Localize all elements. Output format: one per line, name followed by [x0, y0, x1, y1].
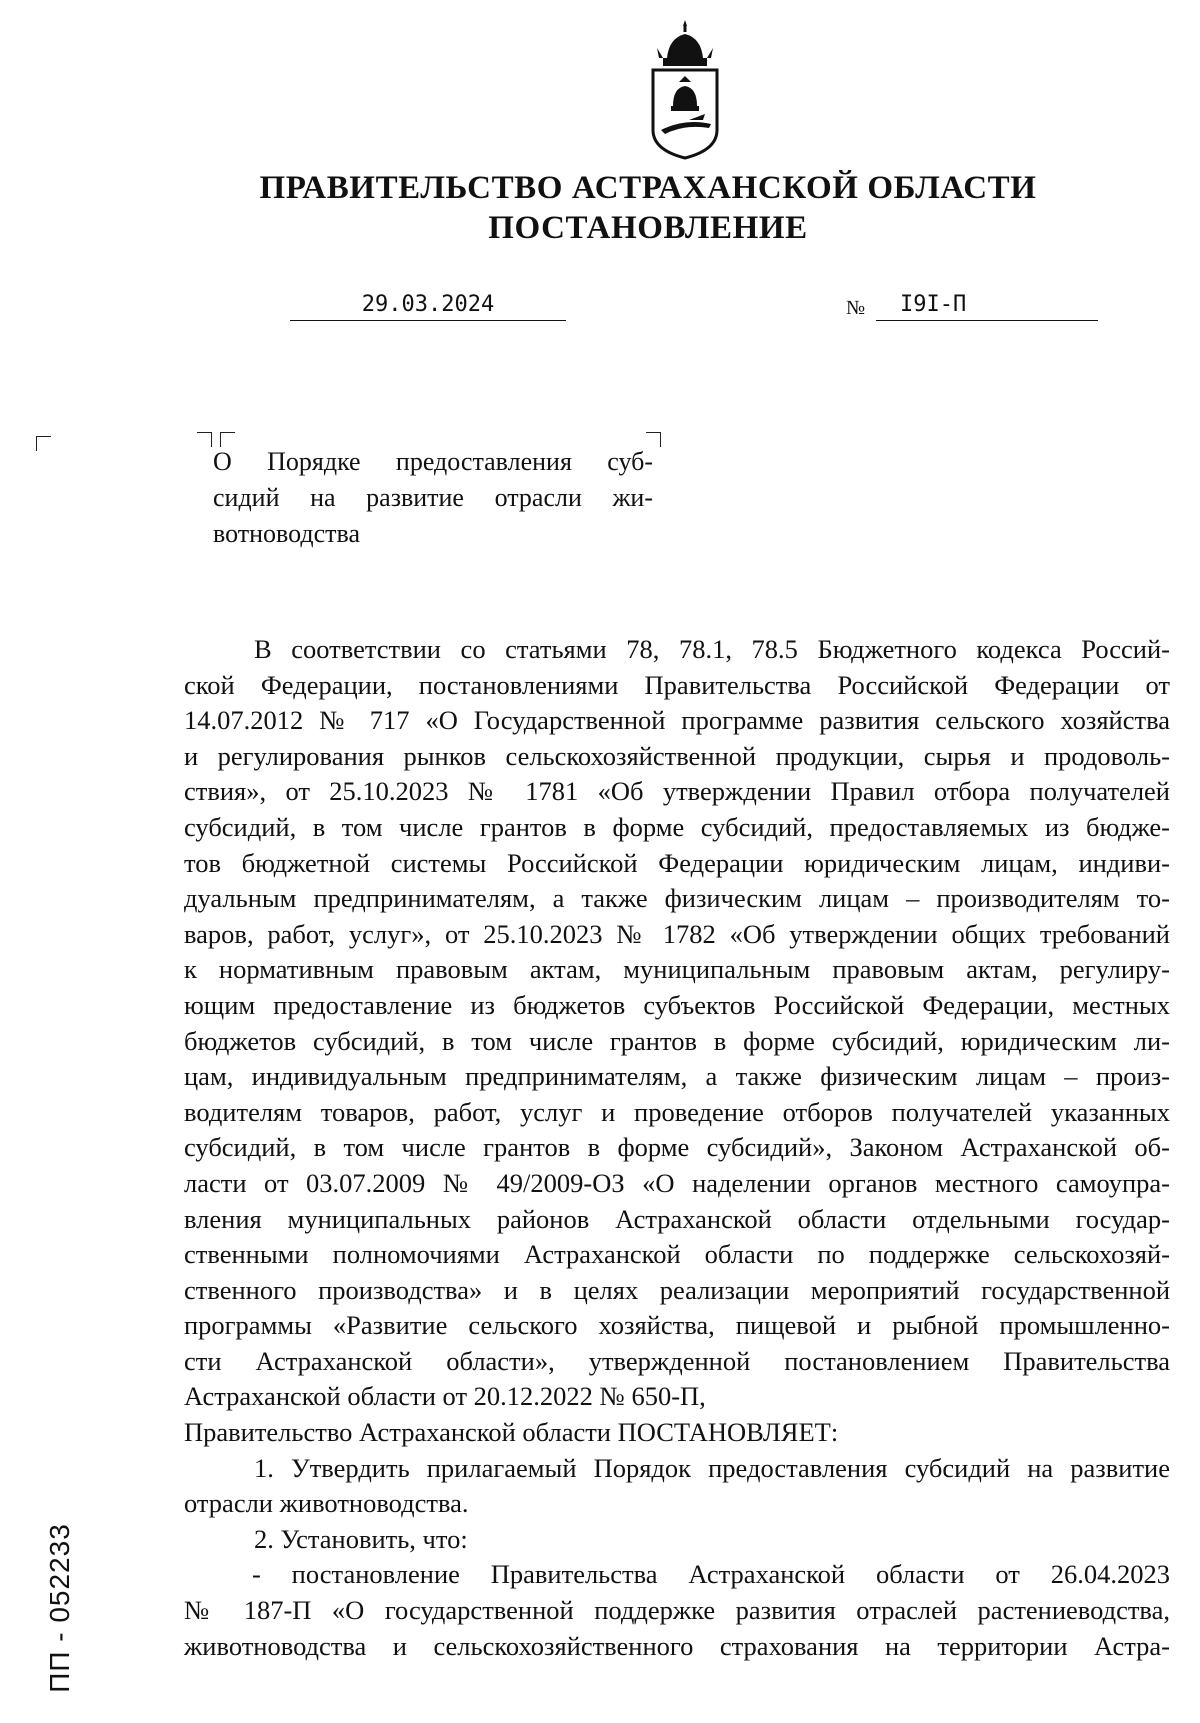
body-line: В соответствии со статьями 78, 78.1, 78.5 Бюджетного кодекса Россий- — [254, 634, 1170, 664]
body-line: ственного производства» и в целях реализации мероприятий государственной — [184, 1274, 1170, 1305]
document-body — [184, 632, 1170, 1664]
body-line: субсидий, в том числе грантов в форме субсидий, предоставляемых из бюдже- — [184, 811, 1170, 842]
body-line: - постановление Правительства Астраханской области от 26.04.2023 — [252, 1559, 1170, 1590]
document-type-title: ПОСТАНОВЛЕНИЕ — [488, 210, 808, 246]
coat-of-arms-emblem — [645, 18, 725, 160]
body-line: к нормативным правовым актам, муниципальным правовым актам, регулиру- — [184, 954, 1170, 985]
body-line: тов бюджетной системы Российской Федерации юридическим лицам, индиви- — [184, 847, 1170, 878]
body-line: ской Федерации, постановлениями Правительства Российской Федерации от — [184, 669, 1170, 700]
serial-number-mark — [40, 1508, 80, 1708]
serial-number-text: ПП - 052233 — [44, 1523, 75, 1693]
body-line: варов, работ, услуг», от 25.10.2023 № 1782 «Об утверждении общих требований — [184, 918, 1170, 949]
body-line: животноводства и сельскохозяйственного страхования на территории Астра- — [184, 1630, 1170, 1661]
body-line: 14.07.2012 № 717 «О Государственной программе развития сельского хозяйства — [184, 705, 1170, 736]
organization-title: ПРАВИТЕЛЬСТВО АСТРАХАНСКОЙ ОБЛАСТИ — [259, 170, 1037, 206]
document-date: 29.03.2024 — [290, 292, 566, 321]
body-line: 1. Утвердить прилагаемый Порядок предоставления субсидий на развитие — [254, 1452, 1170, 1483]
body-line: ющим предоставление из бюджетов субъектов Российской Федерации, местных — [184, 989, 1170, 1020]
body-line: № 187-П «О государственной поддержке развития отраслей растениеводства, — [184, 1595, 1170, 1626]
subject-line: О Порядке предоставления суб- — [213, 447, 653, 476]
body-line: дуальным предпринимателям, а также физическим лицам – производителям то- — [184, 883, 1170, 914]
body-line: Правительство Астраханской области ПОСТАНОВЛЯЕТ: — [184, 1417, 839, 1448]
subject-corner-mark-left-outer — [197, 432, 212, 447]
document-subject — [213, 444, 653, 552]
subject-line: сидий на развитие отрасли жи- — [213, 483, 653, 512]
body-line: цам, индивидуальным предпринимателям, а также физическим лицам – произ- — [184, 1061, 1170, 1092]
document-number: I9I-П — [876, 292, 1098, 321]
body-line: вления муниципальных районов Астраханской области отдельными государ- — [184, 1203, 1170, 1234]
subject-line: вотноводства — [213, 519, 360, 548]
body-line: Астраханской области от 20.12.2022 № 650-П, — [184, 1381, 706, 1412]
body-line: программы «Развитие сельского хозяйства, пищевой и рыбной промышленно- — [184, 1310, 1170, 1341]
body-line: ласти от 03.07.2009 № 49/2009-ОЗ «О наделении органов местного самоупра- — [184, 1167, 1170, 1198]
number-sign: № — [846, 297, 866, 319]
margin-corner-mark — [36, 436, 51, 451]
body-line: водителям товаров, работ, услуг и проведение отборов получателей указанных — [184, 1096, 1170, 1127]
body-line: сти Астраханской области», утвержденной постановлением Правительства — [184, 1345, 1170, 1376]
body-line: и регулирования рынков сельскохозяйственной продукции, сырья и продоволь- — [184, 740, 1170, 771]
body-line: ствия», от 25.10.2023 № 1781 «Об утверждении Правил отбора получателей — [184, 776, 1170, 807]
body-line: бюджетов субсидий, в том числе грантов в форме субсидий, юридическим ли- — [184, 1025, 1170, 1056]
body-line: отрасли животноводства. — [184, 1488, 469, 1519]
body-line: ственными полномочиями Астраханской области по поддержке сельскохозяй- — [184, 1239, 1170, 1270]
body-line: субсидий, в том числе грантов в форме субсидий», Законом Астраханской об- — [184, 1132, 1170, 1163]
body-line: 2. Установить, что: — [254, 1523, 468, 1554]
